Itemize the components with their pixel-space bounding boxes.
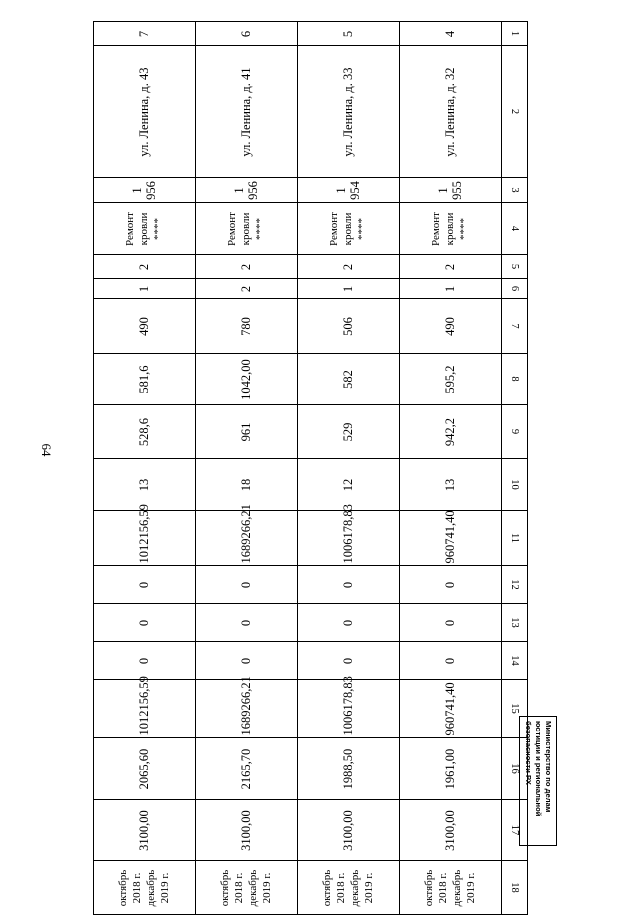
register-table	[93, 21, 528, 915]
value-cell: 1961,00	[400, 738, 502, 800]
stamp-line: безопасности РХ	[524, 721, 533, 785]
value-cell: 961	[196, 405, 298, 459]
value-cell: 0	[298, 642, 400, 680]
header-cell: 6	[502, 279, 528, 299]
period-end: декабрь 2019 г.	[451, 869, 478, 906]
period-start: октябрь 2018 г.	[423, 869, 450, 906]
column-number-header	[502, 22, 528, 915]
table-row	[400, 22, 502, 915]
value-cell: 1006178,83	[298, 680, 400, 738]
header-cell: 17	[502, 800, 528, 861]
stamp-line: Министерство по делам	[544, 721, 553, 813]
entrances-cell: 1	[94, 279, 196, 299]
period-cell	[94, 861, 196, 915]
address-cell: ул. Ленина, д. 32	[400, 46, 502, 178]
value-cell: 3100,00	[94, 800, 196, 861]
period-end: декабрь 2019 г.	[145, 869, 172, 906]
value-cell: 582	[298, 354, 400, 405]
header-cell: 11	[502, 511, 528, 566]
table-row	[298, 22, 400, 915]
value-cell: 0	[94, 642, 196, 680]
value-cell: 529	[298, 405, 400, 459]
value-cell: 2165,70	[196, 738, 298, 800]
entrances-cell: 1	[400, 279, 502, 299]
entrances-cell: 1	[298, 279, 400, 299]
value-cell: 0	[400, 642, 502, 680]
header-cell: 3	[502, 178, 528, 203]
value-cell: 506	[298, 299, 400, 354]
period-cell	[400, 861, 502, 915]
year-cell: 1 956	[94, 178, 196, 203]
value-cell: 0	[196, 566, 298, 604]
work-type-text: Ремонт кровли	[124, 211, 151, 246]
value-cell: 0	[400, 566, 502, 604]
period-cell	[298, 861, 400, 915]
value-cell: 3100,00	[400, 800, 502, 861]
address-cell: ул. Ленина, д. 41	[196, 46, 298, 178]
header-cell: 7	[502, 299, 528, 354]
value-cell: 0	[298, 566, 400, 604]
value-cell: 0	[196, 604, 298, 642]
year-cell: 1 955	[400, 178, 502, 203]
value-cell: 3100,00	[298, 800, 400, 861]
value-cell: 0	[94, 566, 196, 604]
header-cell: 13	[502, 604, 528, 642]
value-cell: 1012156,59	[94, 511, 196, 566]
header-cell: 18	[502, 861, 528, 915]
value-cell: 0	[400, 604, 502, 642]
work-type-mark: ****	[458, 217, 471, 240]
year-cell: 1 956	[196, 178, 298, 203]
value-cell: 18	[196, 459, 298, 511]
period-start: октябрь 2018 г.	[321, 869, 348, 906]
value-cell: 1012156,59	[94, 680, 196, 738]
value-cell: 960741,40	[400, 511, 502, 566]
value-cell: 595,2	[400, 354, 502, 405]
entrances-cell: 2	[196, 279, 298, 299]
work-type-cell	[400, 203, 502, 255]
value-cell: 2065,60	[94, 738, 196, 800]
work-type-text: Ремонт кровли	[328, 211, 355, 246]
page-number: 64	[39, 443, 54, 457]
value-cell: 0	[298, 604, 400, 642]
period-end: декабрь 2019 г.	[349, 869, 376, 906]
header-cell: 1	[502, 22, 528, 46]
value-cell: 1988,50	[298, 738, 400, 800]
header-cell: 9	[502, 405, 528, 459]
period-start: октябрь 2018 г.	[219, 869, 246, 906]
value-cell: 528,6	[94, 405, 196, 459]
table-row	[94, 22, 196, 915]
floors-cell: 2	[400, 255, 502, 279]
value-cell: 0	[94, 604, 196, 642]
floors-cell: 2	[94, 255, 196, 279]
header-cell: 5	[502, 255, 528, 279]
value-cell: 1006178,83	[298, 511, 400, 566]
floors-cell: 2	[298, 255, 400, 279]
work-type-mark: ****	[152, 217, 165, 240]
table-row	[196, 22, 298, 915]
header-cell: 2	[502, 46, 528, 178]
value-cell: 1689266,21	[196, 680, 298, 738]
work-type-cell	[94, 203, 196, 255]
period-cell	[196, 861, 298, 915]
header-cell: 4	[502, 203, 528, 255]
register-table-container	[93, 21, 528, 906]
year-cell: 1 954	[298, 178, 400, 203]
header-cell: 14	[502, 642, 528, 680]
work-type-cell	[298, 203, 400, 255]
work-type-mark: ****	[254, 217, 267, 240]
value-cell: 780	[196, 299, 298, 354]
value-cell: 0	[196, 642, 298, 680]
value-cell: 490	[400, 299, 502, 354]
work-type-cell	[196, 203, 298, 255]
header-cell: 12	[502, 566, 528, 604]
stamp-line: юстиции и региональной	[534, 721, 543, 817]
address-cell: ул. Ленина, д. 33	[298, 46, 400, 178]
work-type-text: Ремонт кровли	[430, 211, 457, 246]
address-cell: ул. Ленина, д. 43	[94, 46, 196, 178]
value-cell: 490	[94, 299, 196, 354]
value-cell: 3100,00	[196, 800, 298, 861]
value-cell: 960741,40	[400, 680, 502, 738]
value-cell: 581,6	[94, 354, 196, 405]
row-number-cell: 6	[196, 22, 298, 46]
row-number-cell: 7	[94, 22, 196, 46]
work-type-text: Ремонт кровли	[226, 211, 253, 246]
header-cell: 16	[502, 738, 528, 800]
value-cell: 13	[400, 459, 502, 511]
header-cell: 10	[502, 459, 528, 511]
value-cell: 1689266,21	[196, 511, 298, 566]
work-type-mark: ****	[356, 217, 369, 240]
value-cell: 12	[298, 459, 400, 511]
floors-cell: 2	[196, 255, 298, 279]
period-end: декабрь 2019 г.	[247, 869, 274, 906]
header-cell: 8	[502, 354, 528, 405]
period-start: октябрь 2018 г.	[117, 869, 144, 906]
value-cell: 1042,00	[196, 354, 298, 405]
row-number-cell: 4	[400, 22, 502, 46]
header-cell: 15	[502, 680, 528, 738]
row-number-cell: 5	[298, 22, 400, 46]
value-cell: 13	[94, 459, 196, 511]
value-cell: 942,2	[400, 405, 502, 459]
